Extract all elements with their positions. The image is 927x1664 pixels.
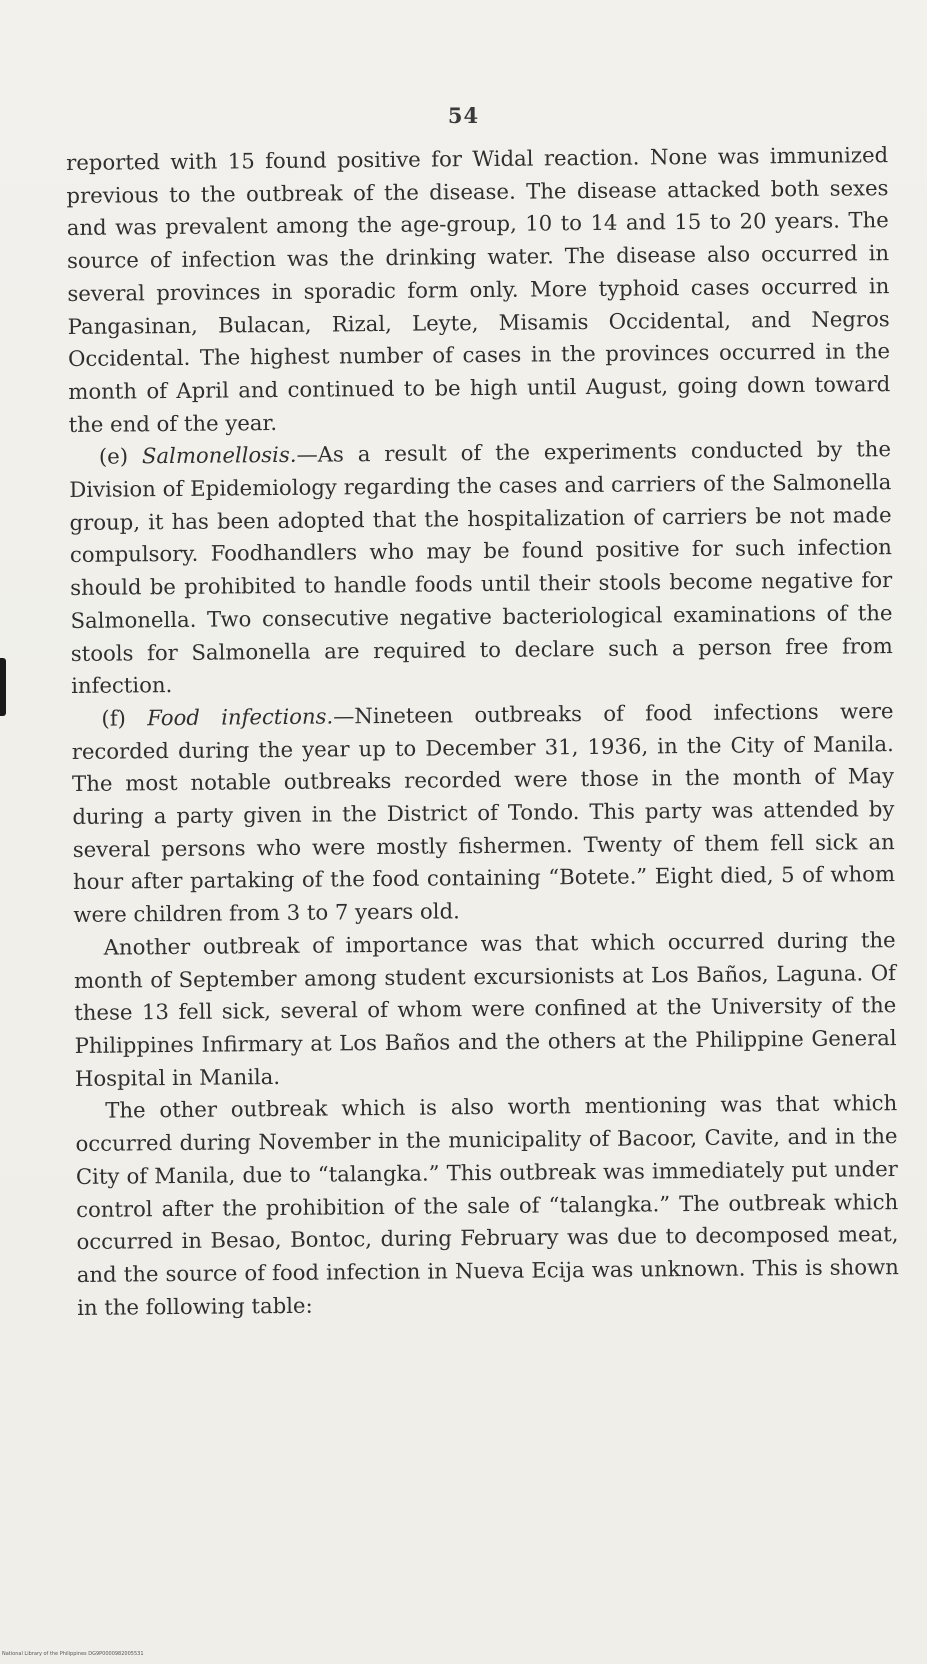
section-label-f: (f): [101, 705, 126, 731]
paragraph-typhoid-continued: reported with 15 found positive for Widal reaction. None was immunized previous to the outbreak of the disease. The disease attacked both sexes and was prevalent among the age-group, 10 to 14 and 15 to 20 years. The source of infection was the drinking water. The disease also occurred in several provinces in sporadic form only. More typhoid cases occurred in Pangasinan, Bulacan, Rizal, Leyte, Misamis Occidental, and Negros Occidental. The highest number of cases in the provinces occurred in the month of April and continued to be high until August, going down toward the end of the year.: [66, 142, 891, 437]
paragraph-talangka-outbreak: The other outbreak which is also worth mentioning was that which occurred during November in the municipality of Bacoor, Cavite, and in the City of Manila, due to “talangka.” This outbreak was immediately put under control after the prohibition of the sale of “talangka.” The outbreak which occurred in Besao, Bontoc, during February was due to decomposed meat, and the source of food infection in Nueva Ecija was unknown. This is shown in the following table:: [75, 1090, 899, 1320]
section-heading-salmonellosis: Salmonellosis.: [141, 442, 297, 469]
page-number: 54: [447, 103, 480, 128]
binding-shadow-mark: [0, 658, 6, 716]
paragraph-los-banos-outbreak: Another outbreak of importance was that which occurred during the month of September among student excursionists at Los Baños, Laguna. Of these 13 fell sick, several of whom were confined at the University of the Philippines Infirmary at Los Baños and the others at the Philippine General Hospital in Manila.: [73, 926, 897, 1091]
food-infections-body: —Nineteen outbreaks of food infections were recorded during the year up to December 31, 1936, in the City of Manila. The most notable outbreaks recorded were those in the month of May during a party given in the District of Tondo. This party was attended by several persons who were mostly fishermen. Twenty of them fell sick an hour after partaking of the food containing “Botete.” Eight died, 5 of whom were children from 3 to 7 years old.: [71, 698, 896, 928]
salmonellosis-body: —As a result of the experiments conducted by the Division of Epidemiology regarding the cases and carriers of the Salmonella group, it has been adopted that the hospitalization of carriers be not made compulsory. Foodhandlers who may be found positive for such infection should be prohibited to handle foods until their stools become negative for Salmonella. Two consecutive negative bacteriological examinations of the stools for Salmonella are required to declare such a person free from infection.: [69, 436, 893, 699]
paragraph-salmonellosis: [69, 433, 893, 703]
body-text: [66, 139, 899, 1324]
paragraph-food-infections: [71, 695, 895, 932]
section-label-e: (e): [98, 443, 129, 470]
scan-credit: National Library of the Philippines DG9P0000982005531: [2, 1651, 144, 1657]
section-heading-food-infections: Food infections.: [147, 703, 334, 731]
